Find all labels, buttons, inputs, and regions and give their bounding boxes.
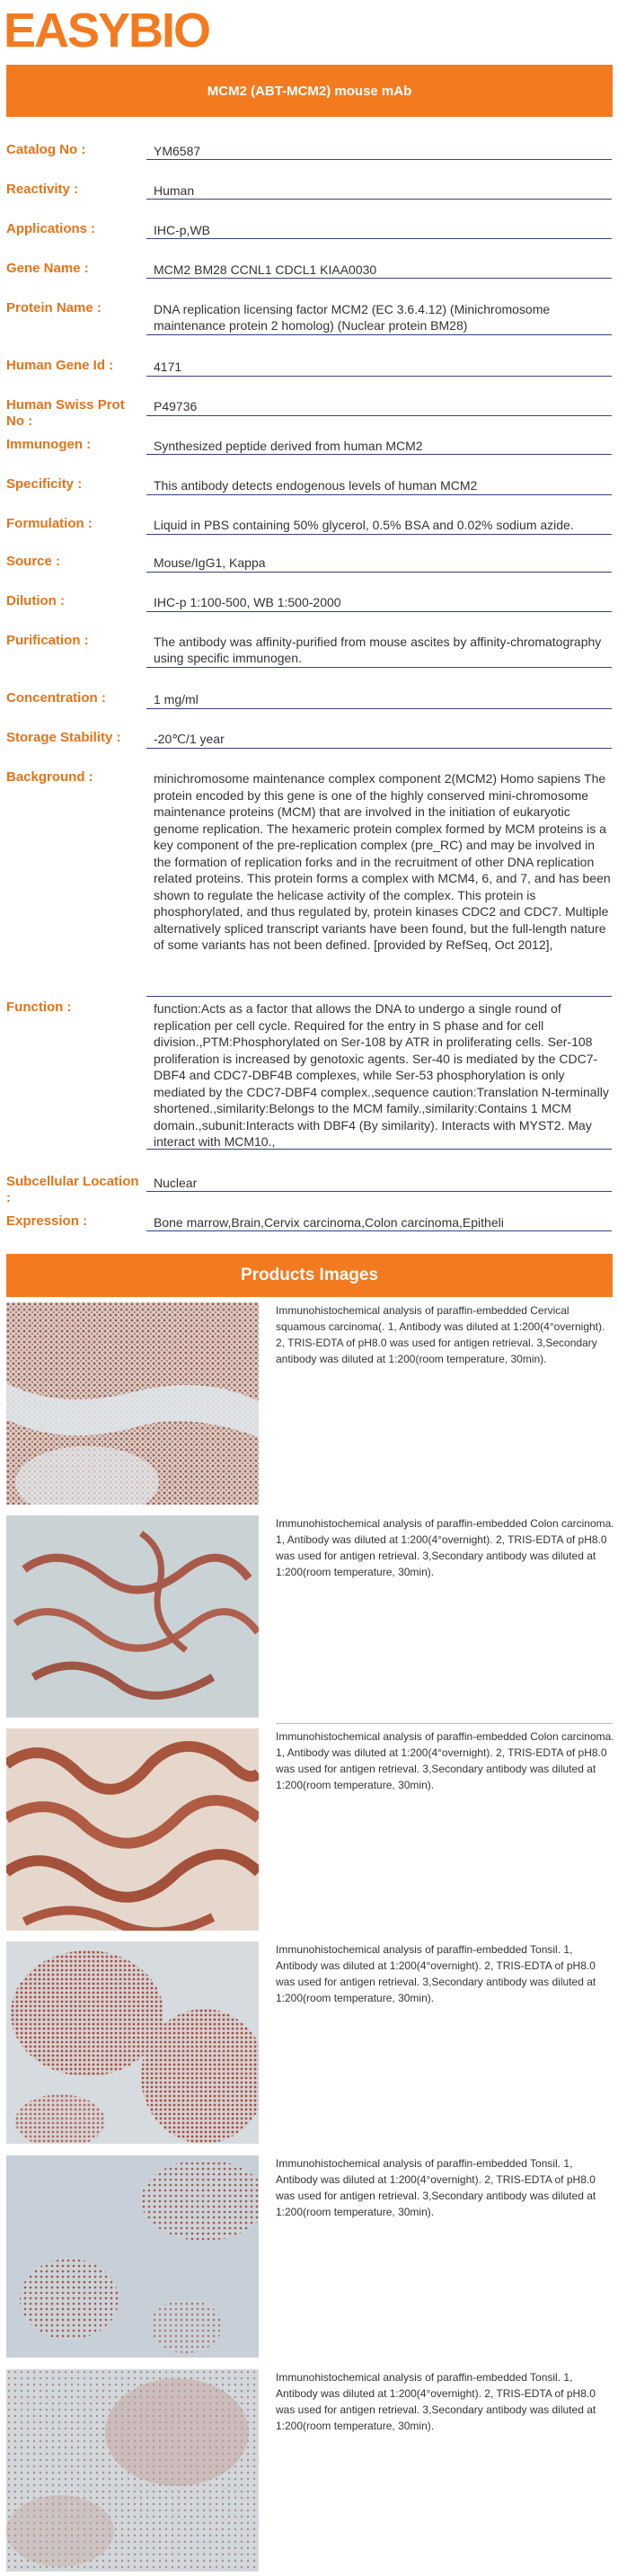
field-label: Dilution : xyxy=(6,593,65,608)
image-caption: Immunohistochemical analysis of paraffin-embedded Tonsil. 1, Antibody was diluted at 1:200(4°overnight). 2, TRIS-EDTA of pH8.0 was used for antigen retrieval. 3,Secondary antibody was diluted at 1:200(room temperature, 30min). xyxy=(276,2157,596,2218)
field-underline xyxy=(146,494,612,495)
ihc-image[interactable] xyxy=(6,1515,259,1718)
field-underline xyxy=(146,572,612,573)
field-underline xyxy=(146,996,612,997)
field-value: Bone marrow,Brain,Cervix carcinoma,Colon carcinoma,Epitheli xyxy=(154,1215,504,1230)
image-caption: Immunohistochemical analysis of paraffin-embedded Cervical squamous carcinoma(. 1, Antibody was diluted at 1:200(4°overnight). 2, TRIS-EDTA of pH8.0 was used for antigen retrieval. 3,Secondary antibody was diluted at 1:200(room temperature, 30min). xyxy=(276,1304,605,1365)
image-caption: Immunohistochemical analysis of paraffin-embedded Colon carcinoma. 1, Antibody was diluted at 1:200(4°overnight). 2, TRIS-EDTA of pH8.0 was used for antigen retrieval. 3,Secondary antibody was diluted at 1:200(room temperature, 30min). xyxy=(276,1517,614,1578)
field-value: IHC-p 1:100-500, WB 1:500-2000 xyxy=(154,595,341,609)
field-underline xyxy=(146,415,612,416)
field-label: Source : xyxy=(6,554,61,569)
field-value: DNA replication licensing factor MCM2 (EC 3.6.4.12) (Minichromosome maintenance protein 2 homolog) (Nuclear protein BM28) xyxy=(154,302,551,333)
ihc-image[interactable] xyxy=(6,2369,259,2572)
field-underline xyxy=(146,334,612,335)
field-value: -20℃/1 year xyxy=(154,732,225,746)
image-caption: Immunohistochemical analysis of paraffin-embedded Colon carcinoma. 1, Antibody was diluted at 1:200(4°overnight). 2, TRIS-EDTA of pH8.0 was used for antigen retrieval. 3,Secondary antibody was diluted at 1:200(room temperature, 30min). xyxy=(276,1730,614,1791)
field-underline xyxy=(146,1191,612,1192)
field-label: Specificity : xyxy=(6,476,83,492)
field-underline xyxy=(146,1230,612,1231)
field-label: Function : xyxy=(6,999,72,1015)
field-label: Expression : xyxy=(6,1213,88,1229)
field-value: Liquid in PBS containing 50% glycerol, 0.5% BSA and 0.02% sodium azide. xyxy=(154,518,574,532)
ihc-image[interactable] xyxy=(6,1728,259,1931)
field-value: MCM2 BM28 CCNL1 CDCL1 KIAA0030 xyxy=(154,262,377,277)
field-label: Human Swiss Prot No : xyxy=(6,397,125,429)
field-underline xyxy=(146,1149,612,1150)
field-label: Storage Stability : xyxy=(6,730,121,745)
field-value: IHC-p,WB xyxy=(154,223,210,237)
field-value: Human xyxy=(154,183,195,198)
field-underline xyxy=(146,708,612,709)
page-title: MCM2 (ABT-MCM2) mouse mAb xyxy=(6,65,613,117)
field-label: Human Gene Id : xyxy=(6,358,114,373)
field-label: Formulation : xyxy=(6,516,93,531)
caption-divider xyxy=(276,1723,613,1724)
field-value: 4171 xyxy=(154,360,182,374)
field-underline xyxy=(146,199,612,200)
field-value: 1 mg/ml xyxy=(154,692,199,706)
field-underline xyxy=(146,534,612,535)
field-value: Mouse/IgG1, Kappa xyxy=(154,555,266,570)
field-value: minichromosome maintenance complex component 2(MCM2) Homo sapiens The protein encoded by this gene is one of the highly conserved mini-chromosome maintenance proteins (MCM) that are involved in the initiation of eukaryotic genome replication. The hexameric protein complex formed by MCM proteins is a key component of the pre-replication complex (pre_RC) and may be involved in the formation of replication forks and in the recruitment of other DNA replication related proteins. This protein forms a complex with MCM4, 6, and 7, and has been shown to regulate the helicase activity of the complex. This protein is phosphorylated, and thus regulated by, protein kinases CDC2 and CDC7. Multiple alternatively spliced transcript variants have been found, but the full-length nature of some variants has not been defined. [provided by RefSeq, Oct 2012], xyxy=(154,771,611,952)
field-label: Purification : xyxy=(6,633,89,648)
field-underline xyxy=(146,159,612,160)
field-label: Protein Name : xyxy=(6,300,102,315)
field-value: Synthesized peptide derived from human MCM2 xyxy=(154,439,423,453)
products-images-heading: Products Images xyxy=(6,1254,613,1297)
image-caption: Immunohistochemical analysis of paraffin-embedded Tonsil. 1, Antibody was diluted at 1:200(4°overnight). 2, TRIS-EDTA of pH8.0 was used for antigen retrieval. 3,Secondary antibody was diluted at 1:200(room temperature, 30min). xyxy=(276,2371,596,2432)
field-value: YM6587 xyxy=(154,144,201,158)
field-underline xyxy=(146,454,612,455)
ihc-image[interactable] xyxy=(6,1302,259,1505)
easybio-logo xyxy=(0,0,269,58)
field-value: The antibody was affinity-purified from mouse ascites by affinity-chromatography using specific immunogen. xyxy=(154,635,602,665)
logo-image xyxy=(0,0,269,58)
field-underline xyxy=(146,376,612,377)
field-label: Immunogen : xyxy=(6,437,92,452)
image-caption: Immunohistochemical analysis of paraffin-embedded Tonsil. 1, Antibody was diluted at 1:200(4°overnight). 2, TRIS-EDTA of pH8.0 was used for antigen retrieval. 3,Secondary antibody was diluted at 1:200(room temperature, 30min). xyxy=(276,1943,596,2004)
field-label: Background : xyxy=(6,769,93,785)
field-underline xyxy=(146,748,612,749)
ihc-image[interactable] xyxy=(6,2155,259,2358)
field-value: Nuclear xyxy=(154,1176,198,1190)
field-label: Subcellular Location : xyxy=(6,1174,139,1205)
field-label: Reactivity : xyxy=(6,182,79,197)
field-label: Catalog No : xyxy=(6,142,86,157)
field-underline xyxy=(146,667,612,668)
field-underline xyxy=(146,278,612,279)
field-label: Applications : xyxy=(6,221,96,236)
field-underline xyxy=(146,611,612,612)
field-value: P49736 xyxy=(154,399,198,413)
field-underline xyxy=(146,238,612,239)
logo-wordmark: EASYBIO xyxy=(4,4,210,58)
field-label: Concentration : xyxy=(6,690,106,706)
field-value: function:Acts as a factor that allows the DNA to undergo a single round of replication per cell cycle. Required for the entry in S phase and for cell division.,PTM:Phosphorylated on Ser-108 by ATR in proliferating cells. Ser-108 proliferation is increased by genotoxic agents. Ser-40 is mediated by the CDC7-DBF4 and CDC7-DBF4B complexes, while Ser-53 phosphorylation is only mediated by the CDC7-DBF4 complex.,sequence caution:Translation N-terminally shortened.,similarity:Belongs to the MCM family.,similarity:Contains 1 MCM domain.,subunit:Interacts with DBF4 (By similarity). Interacts with MYST2. May interact with MCM10., xyxy=(154,1001,609,1149)
field-value: This antibody detects endogenous levels of human MCM2 xyxy=(154,478,478,493)
ihc-image[interactable] xyxy=(6,1941,259,2144)
field-label: Gene Name : xyxy=(6,261,89,276)
